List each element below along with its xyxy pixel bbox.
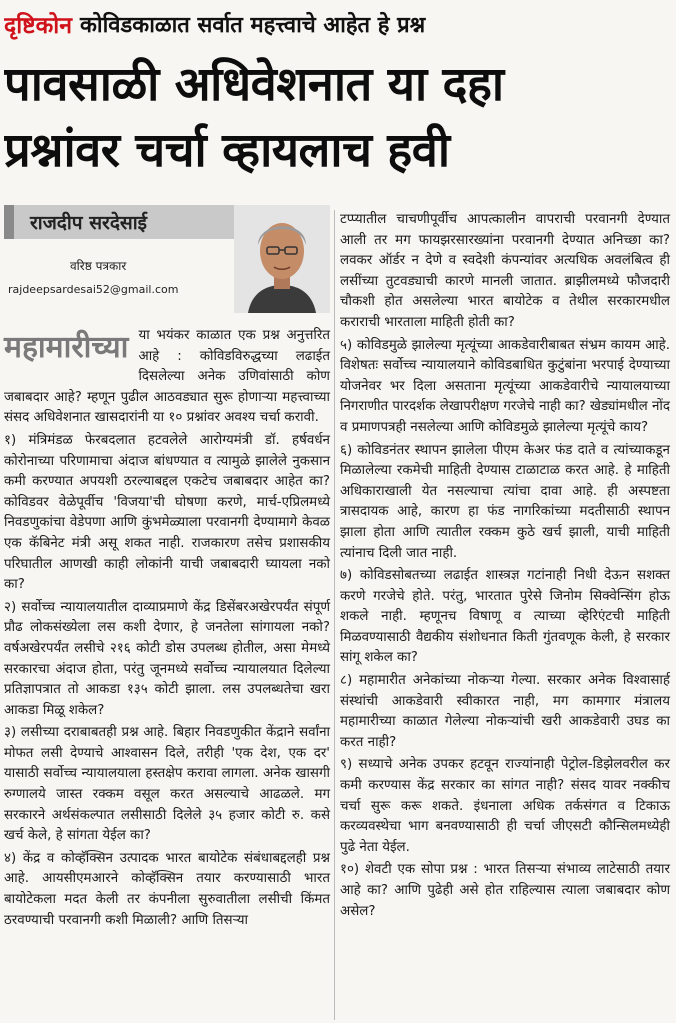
author-designation: वरिष्ठ पत्रकार	[70, 259, 127, 273]
column-divider	[334, 210, 335, 1020]
section-label: दृष्टिकोन	[4, 13, 72, 39]
question-5: ५) कोविडमुळे झालेल्या मृत्यूंच्या आकडेवारीबाबत संभ्रम कायम आहे. विशेषतः सर्वोच्च न्यायालयाने कोविडबाधित कुटुंबांना भरपाई देण्याच्या योजनेवर भर दिला असताना मृत्यूंच्या आकडेवारीचे न्यायालयाच्या निगराणीत पारदर्शक लेखापरीक्षण गरजेचे नाही का? खेड्यांमधील नोंद व प्रमाणपत्रही नसलेल्या आणि कोविडमुळे झालेल्या मृत्यूंचे काय?	[340, 337, 670, 435]
intro-text: या भयंकर काळात एक प्रश्न अनुत्तरित आहे : कोविडविरुद्धच्या लढाईत दिसलेल्या अनेक उणिवांसाठी कोण जबाबदार आहे? म्हणून पुढील आठवड्यात सुरू होणाऱ्या महत्त्वाच्या संसद अधिवेशनात खासदारांनी या १० प्रश्नांवर अवश्य चर्चा करावी.	[4, 328, 330, 426]
headline-line-2: प्रश्नांवर चर्चा व्हायलाच हवी	[4, 123, 450, 178]
author-email: rajdeepsardesai52@gmail.com	[8, 283, 179, 296]
kicker-text: कोविडकाळात सर्वात महत्त्वाचे आहेत हे प्रश्न	[80, 13, 426, 38]
author-bar	[4, 205, 234, 239]
byline	[4, 205, 330, 315]
article-column-left	[4, 326, 330, 933]
author-photo	[234, 205, 330, 313]
question-7: ७) कोविडसोबतच्या लढाईत शास्त्रज्ञ गटांनाही निधी देऊन सशक्त करणे गरजेचे होते. परंतु, भारतात पुरेसे जिनोम सिक्वेन्सिंग होऊ शकले नाही. म्हणूनच विषाणू व त्याच्या व्हेरिएंटची माहिती मिळवण्यासाठी वैद्यकीय संशोधनात किती गुंतवणूक केली, हे सरकार सांगू शकेल का?	[340, 568, 670, 666]
question-2: २) सर्वोच्च न्यायालयातील दाव्याप्रमाणे केंद्र डिसेंबरअखेरपर्यंत संपूर्ण प्रौढ लोकसंख्येला लस कशी देणार, हे जनतेला सांगायला नको? वर्षअखेरपर्यंत लसीचे २१६ कोटी डोस उपलब्ध होतील, असा मेमध्ये सरकारचा अंदाज होता, परंतु जूनमध्ये सर्वोच्च न्यायालयात दिलेल्या प्रतिज्ञापत्रात तो आकडा १३५ कोटी झाला. लस उपलब्धतेचा खरा आकडा मिळू शकेल?	[4, 599, 330, 718]
question-4: ४) केंद्र व कोव्हॅक्सिन उत्पादक भारत बायोटेक संबंधाबद्दलही प्रश्न आहे. आयसीएमआरने कोव्हॅक्सिन तयार करण्यासाठी भारत बायोटेकला मदत केली तर कंपनीला सुरुवातीला लसीची किंमत ठरवण्याची परवानगी कशी मिळाली? आणि तिसऱ्या	[4, 850, 330, 928]
question-1: १) मंत्रिमंडळ फेरबदलात हटवलेले आरोग्यमंत्री डॉ. हर्षवर्धन कोरोनाच्या परिणामाचा अंदाज बांधण्यात व त्यामुळे झालेले नुकसान कमी करण्यात अपयशी ठरल्याबद्दल एकटेच जबाबदार आहेत का? कोविडवर वेळेपूर्वीच 'विजया'ची घोषणा करणे, मार्च-एप्रिलमध्ये निवडणुकांचा वेडेपणा आणि कुंभमेळ्याला परवानगी देण्यामागे केवळ एक कॅबिनेट मंत्री असू शकत नाही. राजकारण तसेच प्रशासकीय परिघातील आणखी काही लोकांनी याची जबाबदारी घ्यायला नको का?	[4, 432, 330, 593]
headline	[4, 52, 668, 184]
question-6: ६) कोविडनंतर स्थापन झालेला पीएम केअर फंड दाते व त्यांच्याकडून मिळालेल्या रकमेची माहिती देण्यास टाळाटाळ करत आहे. हे माहिती अधिकाराखाली येत नसल्याचा त्यांचा दावा आहे. ही अस्पष्टता त्रासदायक आहे, कारण हा फंड नागरिकांच्या मदतीसाठी स्थापन झाला होता आणि त्यातील रक्कम कुठे खर्च झाली, याची माहिती त्यांनाच दिली जात नाही.	[340, 442, 670, 561]
kicker	[4, 4, 670, 44]
article-intro	[4, 326, 330, 429]
article-column-right	[340, 210, 670, 924]
question-4-continued: टप्प्यातील चाचणीपूर्वीच आपत्कालीन वापराची परवानगी देण्यात आली तर मग फायझरसारख्यांना परवानगी देण्यात अनिच्छा का? लवकर ऑर्डर न देणे व स्वदेशी कंपन्यांवर अत्यधिक अवलंबित्व ही लसींच्या तुटवड्याची कारणे मानली जातात. ब्राझीलमध्ये फौजदारी चौकशी होत असलेल्या भारत बायोटेक व तेथील सरकारमधील कराराची भारताला माहिती होती का?	[340, 212, 670, 330]
author-name: राजदीप सरदेसाई	[30, 212, 148, 234]
question-8: ८) महामारीत अनेकांच्या नोकऱ्या गेल्या. सरकार अनेक विश्वासार्ह संस्थांची आकडेवारी स्वीकारत नाही, मग कामगार मंत्रालय महामारीच्या काळात गेलेल्या नोकऱ्यांची खरी आकडेवारी उघड का करत नाही?	[340, 673, 670, 750]
headline-line-1: पावसाळी अधिवेशनात या दहा	[4, 57, 504, 112]
author-bar-tab	[4, 205, 14, 239]
question-3: ३) लसीच्या दराबाबतही प्रश्न आहे. बिहार निवडणुकीत केंद्राने सर्वांना मोफत लसी देण्याचे आश्वासन दिले, तरीही 'एक देश, एक दर' यासाठी सर्वोच्च न्यायालयाला हस्तक्षेप करावा लागला. अनेक खासगी रुग्णालये जास्त रक्कम वसूल करत असल्याचे आढळले. मग सरकारने अर्थसंकल्पात लसीसाठी दिलेले ३५ हजार कोटी रु. कसे खर्च केले, हे सांगता येईल का?	[4, 725, 330, 844]
dropcap-word: महामारीच्या	[4, 330, 129, 365]
question-9: ९) सध्याचे अनेक उपकर हटवून राज्यांनाही पेट्रोल-डिझेलवरील कर कमी करण्यास केंद्र सरकार का सांगत नाही? संसद यावर नक्कीच चर्चा सुरू करू शकते. इंधनाला अधिक तर्कसंगत व टिकाऊ करव्यवस्थेचा भाग बनवण्यासाठी ही चर्चा जीएसटी कौन्सिलमध्येही पुढे नेता येईल.	[340, 757, 670, 855]
author-photo-icon	[234, 205, 330, 313]
question-10: १०) शेवटी एक सोपा प्रश्न : भारत तिसऱ्या संभाव्य लाटेसाठी तयार आहे का? आणि पुढेही असे होत राहिल्यास त्याला जबाबदार कोण असेल?	[340, 862, 670, 919]
